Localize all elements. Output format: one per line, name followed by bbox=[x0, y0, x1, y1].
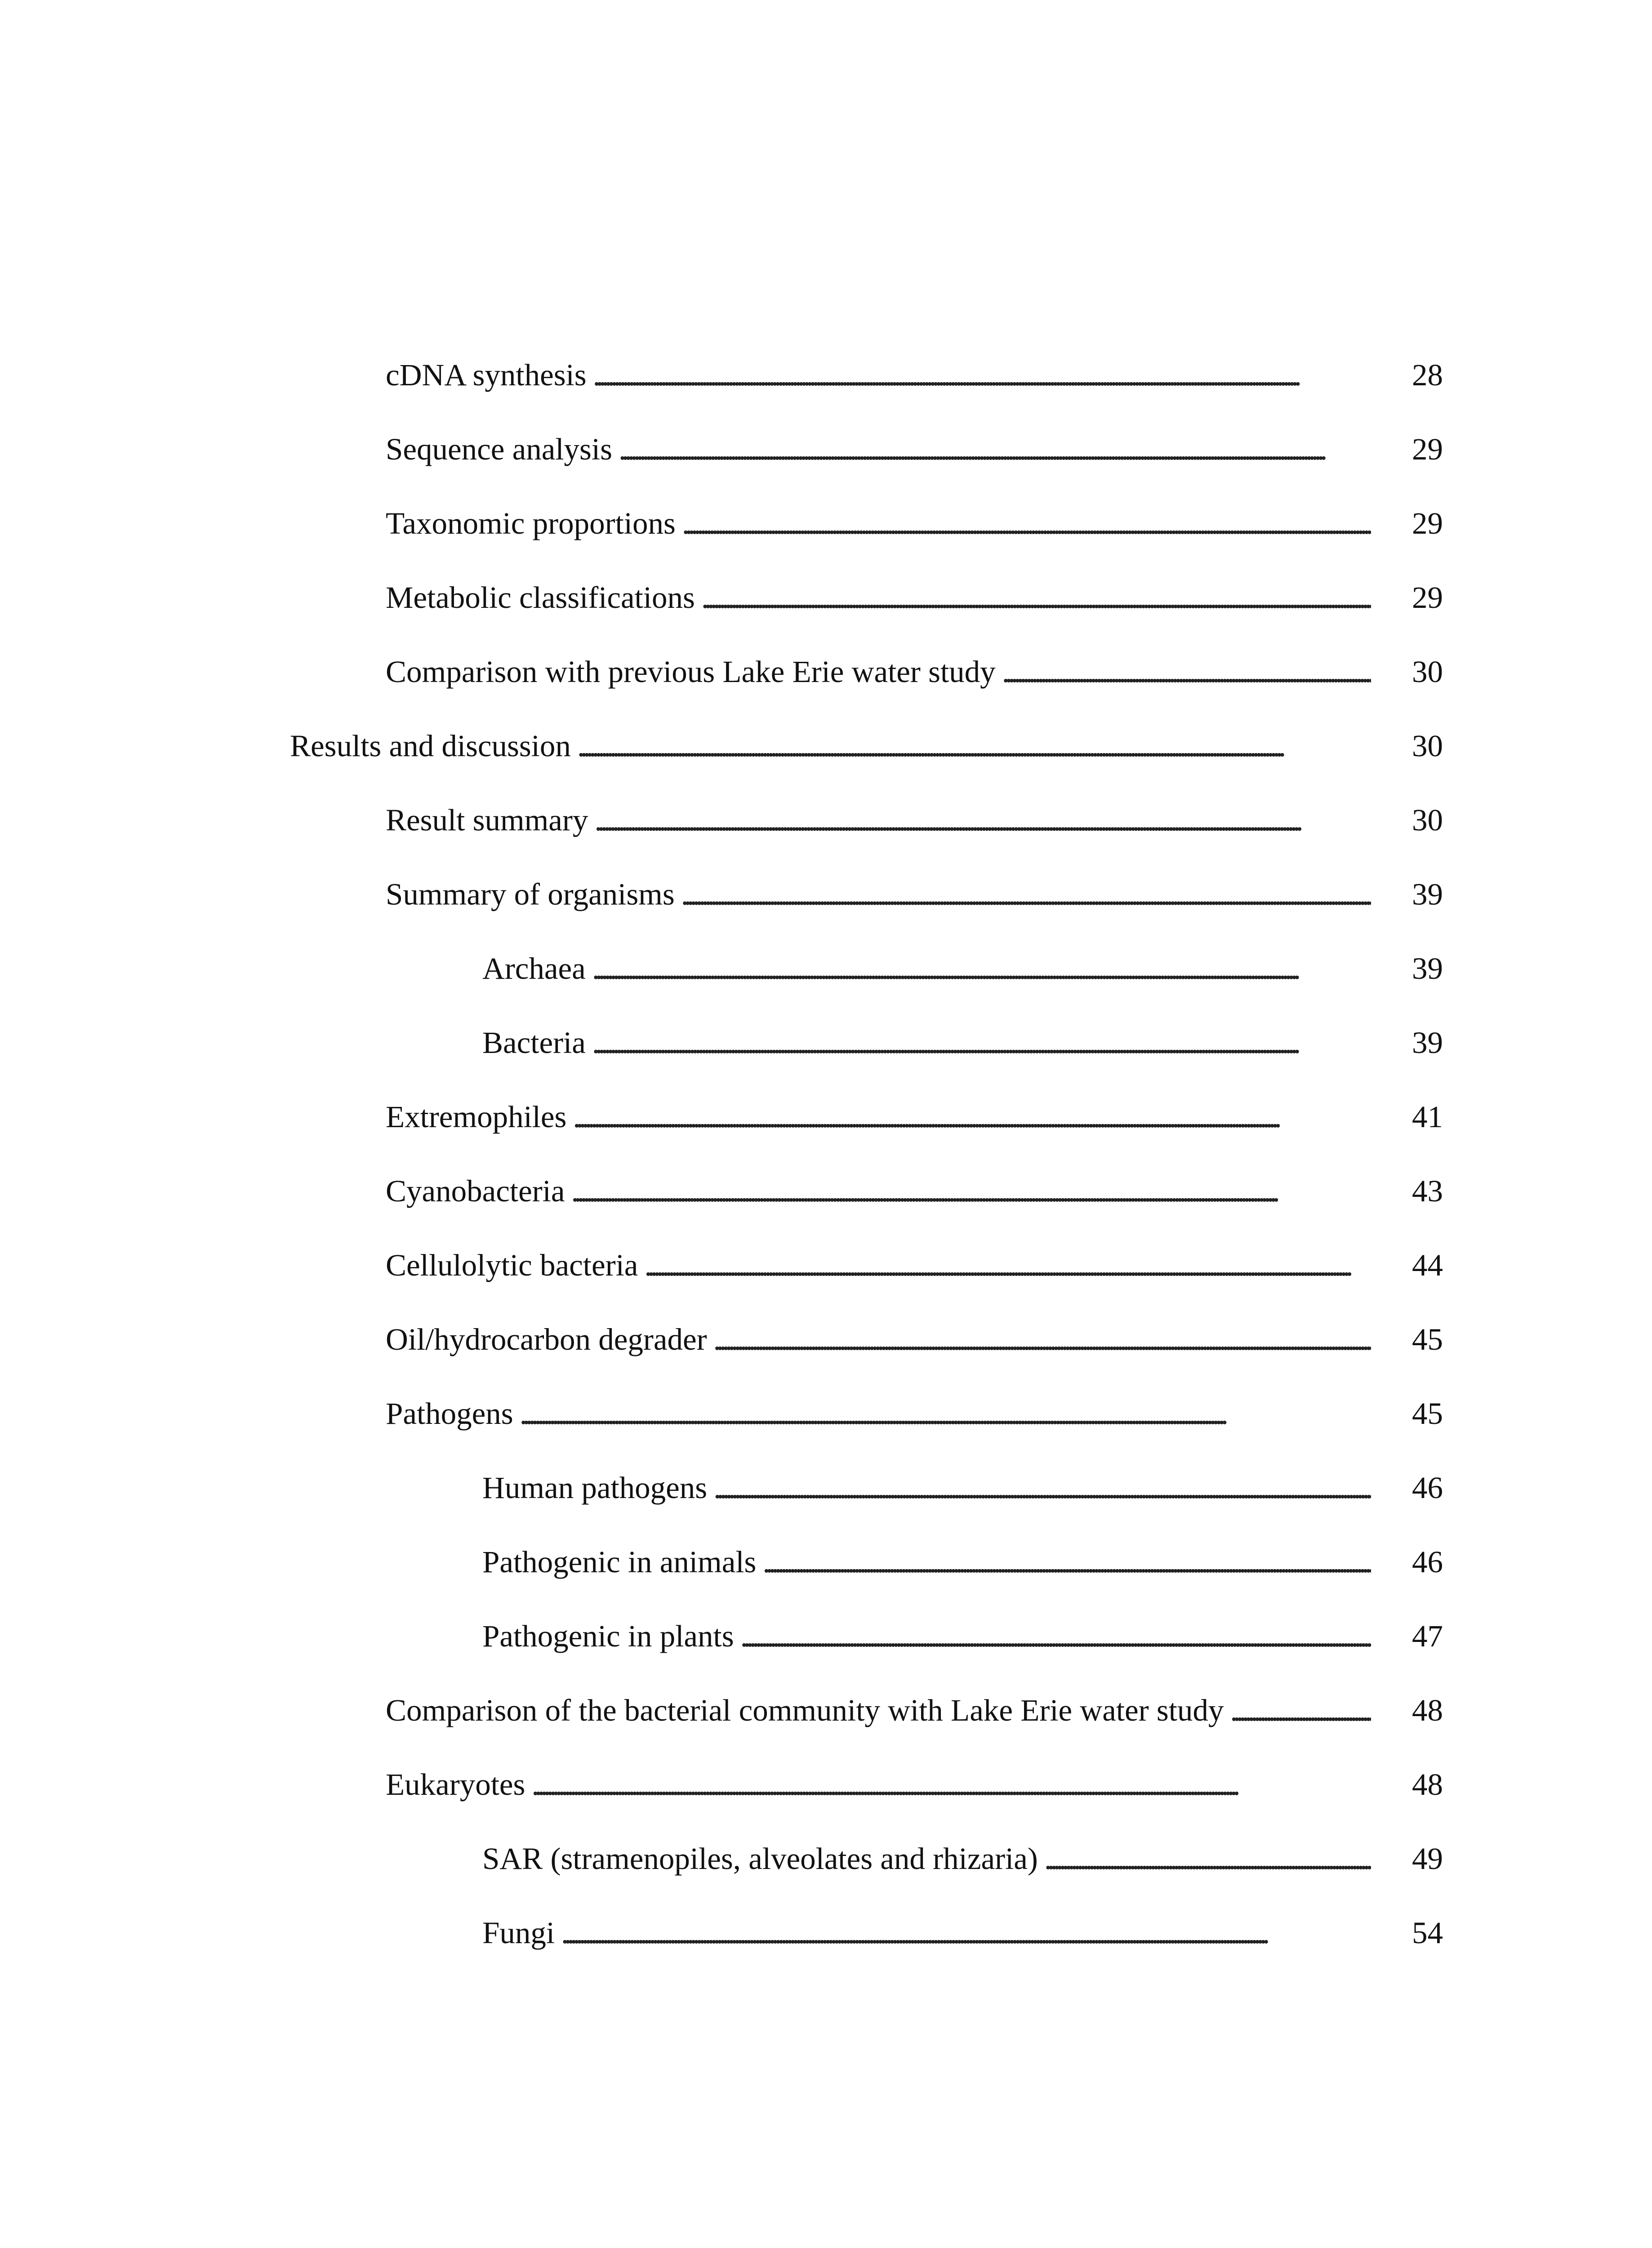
toc-entry[interactable] bbox=[0, 873, 1652, 947]
toc-entry[interactable] bbox=[0, 947, 1652, 1021]
toc-entry-page-number: 45 bbox=[1412, 1322, 1443, 1356]
toc-dot-leader bbox=[561, 1911, 1371, 1954]
toc-entry-page-number: 29 bbox=[1412, 580, 1443, 615]
toc-entry-title: Result summary bbox=[386, 803, 588, 837]
toc-entry-page-number: 47 bbox=[1412, 1619, 1443, 1653]
toc-entry-title: Pathogens bbox=[386, 1396, 513, 1431]
toc-entry-title-wrap bbox=[386, 1392, 1371, 1435]
toc-entry[interactable] bbox=[0, 1095, 1652, 1169]
toc-entry[interactable] bbox=[0, 724, 1652, 798]
toc-dot-leader bbox=[571, 1169, 1371, 1213]
toc-dot-leader bbox=[573, 1095, 1371, 1138]
toc-entry-title: Summary of organisms bbox=[386, 877, 675, 911]
toc-entry[interactable] bbox=[0, 798, 1652, 873]
toc-entry-title-wrap bbox=[386, 576, 1371, 619]
toc-dot-leader bbox=[1230, 1689, 1371, 1732]
toc-entry-title: Taxonomic proportions bbox=[386, 506, 676, 540]
toc-entry[interactable] bbox=[0, 576, 1652, 650]
toc-entry-page-number: 44 bbox=[1412, 1248, 1443, 1282]
toc-dot-leader bbox=[594, 798, 1371, 842]
toc-entry[interactable] bbox=[0, 1911, 1652, 1985]
toc-dot-leader bbox=[1002, 650, 1371, 693]
toc-entry-title: Pathogenic in plants bbox=[482, 1619, 734, 1653]
toc-entry-title: Comparison of the bacterial community with Lake Erie water study bbox=[386, 1693, 1224, 1727]
toc-entry-title: Cyanobacteria bbox=[386, 1174, 565, 1208]
toc-entry-title: Fungi bbox=[482, 1916, 555, 1950]
toc-dot-leader bbox=[592, 1021, 1371, 1064]
toc-entry-page-number: 30 bbox=[1412, 803, 1443, 837]
toc-dot-leader bbox=[1044, 1837, 1371, 1880]
toc-entry-title-wrap bbox=[386, 1763, 1371, 1806]
toc-entry-title-wrap bbox=[386, 650, 1371, 693]
toc-entry[interactable] bbox=[0, 428, 1652, 502]
toc-entry-title-wrap bbox=[482, 1837, 1371, 1880]
toc-entry-title: Pathogenic in animals bbox=[482, 1545, 757, 1579]
toc-entry[interactable] bbox=[0, 650, 1652, 724]
toc-entry[interactable] bbox=[0, 1466, 1652, 1540]
toc-dot-leader bbox=[644, 1244, 1371, 1287]
toc-entry-title-wrap bbox=[386, 502, 1371, 545]
toc-entry-title-wrap bbox=[386, 1244, 1371, 1287]
toc-entry-page-number: 29 bbox=[1412, 432, 1443, 466]
toc-entry-title-wrap bbox=[482, 947, 1371, 990]
toc-entry-page-number: 46 bbox=[1412, 1545, 1443, 1579]
toc-entry-title: Extremophiles bbox=[386, 1100, 567, 1134]
toc-dot-leader bbox=[701, 576, 1371, 619]
toc-entry-page-number: 48 bbox=[1412, 1767, 1443, 1802]
toc-entry-title-wrap bbox=[386, 1095, 1371, 1138]
toc-entry[interactable] bbox=[0, 1021, 1652, 1095]
toc-dot-leader bbox=[682, 502, 1371, 545]
toc-dot-leader bbox=[740, 1615, 1371, 1658]
toc-entry-page-number: 41 bbox=[1412, 1100, 1443, 1134]
toc-entry-page-number: 46 bbox=[1412, 1471, 1443, 1505]
toc-entry-page-number: 45 bbox=[1412, 1396, 1443, 1431]
toc-entry-page-number: 54 bbox=[1412, 1916, 1443, 1950]
toc-entry[interactable] bbox=[0, 1837, 1652, 1911]
toc-entry-title-wrap bbox=[386, 428, 1371, 471]
toc-entry[interactable] bbox=[0, 502, 1652, 576]
toc-entry[interactable] bbox=[0, 1540, 1652, 1615]
toc-entry[interactable] bbox=[0, 1169, 1652, 1244]
toc-entry-title: Sequence analysis bbox=[386, 432, 612, 466]
toc-entry-page-number: 48 bbox=[1412, 1693, 1443, 1727]
toc-entry[interactable] bbox=[0, 1244, 1652, 1318]
toc-entry-page-number: 39 bbox=[1412, 877, 1443, 911]
toc-entry-page-number: 30 bbox=[1412, 655, 1443, 689]
toc-dot-leader bbox=[593, 353, 1371, 397]
toc-dot-leader bbox=[592, 947, 1371, 990]
toc-entry-page-number: 28 bbox=[1412, 358, 1443, 392]
toc-entry-title: cDNA synthesis bbox=[386, 358, 587, 392]
toc-dot-leader bbox=[619, 428, 1371, 471]
toc-entry-title: SAR (stramenopiles, alveolates and rhizaria) bbox=[482, 1842, 1038, 1876]
toc-entry-title-wrap bbox=[386, 798, 1371, 842]
toc-entry-title-wrap bbox=[386, 873, 1371, 916]
toc-entry-page-number: 29 bbox=[1412, 506, 1443, 540]
toc-entry-title: Eukaryotes bbox=[386, 1767, 525, 1802]
toc-entry-title-wrap bbox=[386, 353, 1371, 397]
toc-entry-title-wrap bbox=[386, 1689, 1371, 1732]
toc-entry-title-wrap bbox=[482, 1466, 1371, 1509]
toc-entry[interactable] bbox=[0, 1318, 1652, 1392]
toc-dot-leader bbox=[762, 1540, 1371, 1583]
toc-entry[interactable] bbox=[0, 1615, 1652, 1689]
toc-entry-title: Oil/hydrocarbon degrader bbox=[386, 1322, 707, 1356]
toc-entry-title-wrap bbox=[482, 1615, 1371, 1658]
toc-entry-title: Archaea bbox=[482, 951, 586, 986]
toc-entry-title-wrap bbox=[482, 1540, 1371, 1583]
table-of-contents bbox=[0, 353, 1652, 1985]
toc-dot-leader bbox=[577, 724, 1371, 767]
toc-entry-title-wrap bbox=[290, 724, 1371, 767]
toc-entry-title: Comparison with previous Lake Erie water study bbox=[386, 655, 996, 689]
toc-entry-title: Human pathogens bbox=[482, 1471, 708, 1505]
toc-dot-leader bbox=[520, 1392, 1371, 1435]
toc-dot-leader bbox=[713, 1318, 1371, 1361]
toc-entry[interactable] bbox=[0, 353, 1652, 428]
toc-entry-page-number: 30 bbox=[1412, 729, 1443, 763]
toc-entry-title: Cellulolytic bacteria bbox=[386, 1248, 638, 1282]
toc-entry-title: Bacteria bbox=[482, 1026, 586, 1060]
toc-entry-title-wrap bbox=[386, 1318, 1371, 1361]
toc-entry[interactable] bbox=[0, 1689, 1652, 1763]
toc-entry-title: Metabolic classifications bbox=[386, 580, 695, 615]
toc-entry-title-wrap bbox=[482, 1021, 1371, 1064]
toc-entry-page-number: 43 bbox=[1412, 1174, 1443, 1208]
toc-entry-title-wrap bbox=[482, 1911, 1371, 1954]
toc-entry-page-number: 49 bbox=[1412, 1842, 1443, 1876]
toc-entry[interactable] bbox=[0, 1392, 1652, 1466]
toc-entry-page-number: 39 bbox=[1412, 1026, 1443, 1060]
toc-dot-leader bbox=[681, 873, 1371, 916]
toc-entry-page-number: 39 bbox=[1412, 951, 1443, 986]
toc-entry-title: Results and discussion bbox=[290, 729, 571, 763]
toc-dot-leader bbox=[531, 1763, 1371, 1806]
toc-dot-leader bbox=[713, 1466, 1371, 1509]
toc-entry[interactable] bbox=[0, 1763, 1652, 1837]
toc-entry-title-wrap bbox=[386, 1169, 1371, 1213]
